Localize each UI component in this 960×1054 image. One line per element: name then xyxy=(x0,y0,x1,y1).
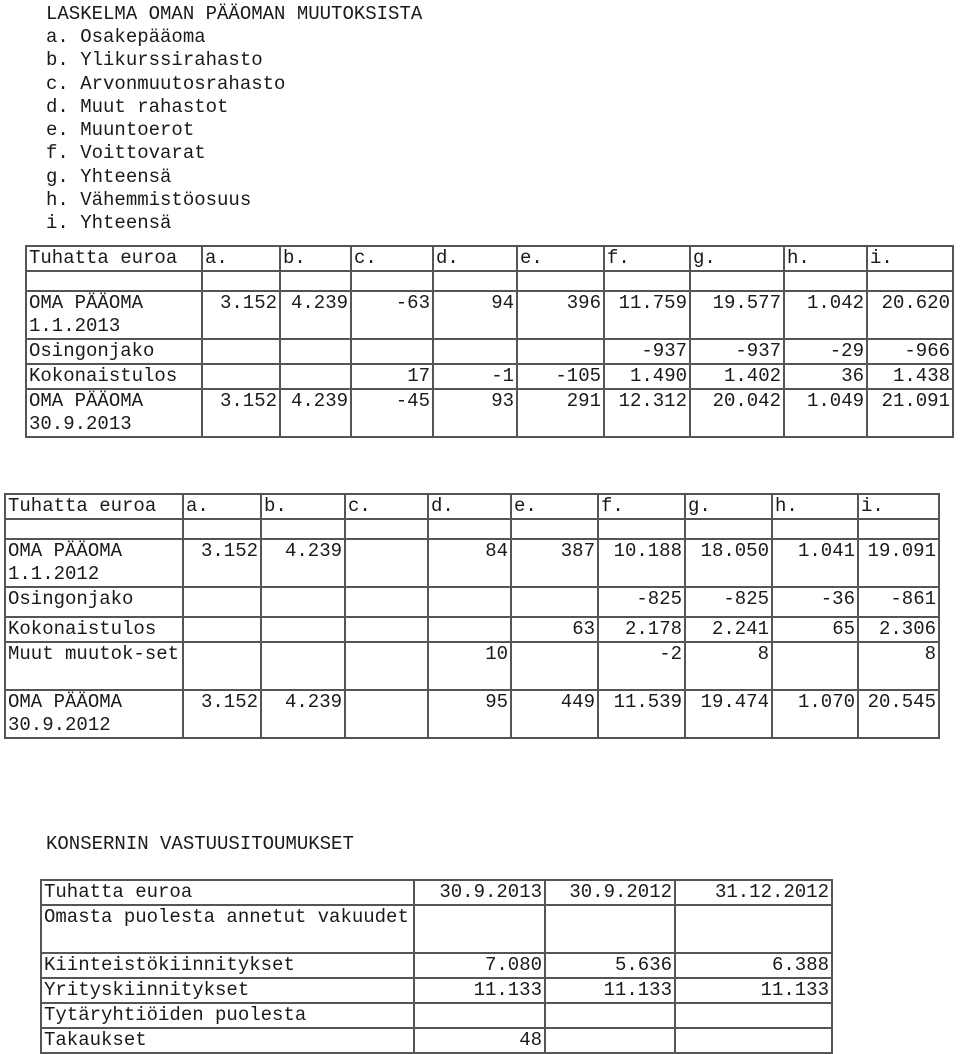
cell: 1.490 xyxy=(604,364,690,389)
cell: 18.050 xyxy=(685,539,772,587)
cell: 94 xyxy=(433,291,517,339)
header-cell: b. xyxy=(261,494,345,519)
header-cell: i. xyxy=(867,246,953,271)
row-label: Kokonaistulos xyxy=(5,617,183,642)
cell: 291 xyxy=(517,389,604,437)
section-title: KONSERNIN VASTUUSITOUMUKSET xyxy=(46,833,354,855)
cell xyxy=(183,617,261,642)
header-cell: e. xyxy=(517,246,604,271)
table-header-row xyxy=(26,246,953,271)
cell xyxy=(511,587,598,617)
row-label: Tytäryhtiöiden puolesta xyxy=(41,1003,414,1028)
cell xyxy=(433,339,517,364)
legend-item: g. Yhteensä xyxy=(46,165,172,188)
cell xyxy=(345,617,428,642)
cell xyxy=(261,617,345,642)
cell: -966 xyxy=(867,339,953,364)
cell: 10.188 xyxy=(598,539,685,587)
cell: 387 xyxy=(511,539,598,587)
cell: -2 xyxy=(598,642,685,690)
cell: 4.239 xyxy=(261,690,345,738)
cell: -861 xyxy=(858,587,939,617)
cell xyxy=(675,1003,832,1028)
cell xyxy=(261,587,345,617)
cell: 1.041 xyxy=(772,539,858,587)
table-row xyxy=(41,1028,832,1053)
table-row xyxy=(41,1003,832,1028)
cell: 6.388 xyxy=(675,953,832,978)
cell: 19.577 xyxy=(690,291,784,339)
row-label: OMA PÄÄOMA 30.9.2012 xyxy=(5,690,183,738)
spacer-row xyxy=(26,271,953,291)
row-label: Takaukset xyxy=(41,1028,414,1053)
legend-item: h. Vähemmistöosuus xyxy=(46,189,252,212)
cell xyxy=(280,364,351,389)
row-label: OMA PÄÄOMA 1.1.2013 xyxy=(26,291,202,339)
cell xyxy=(675,1028,832,1053)
table-row xyxy=(41,953,832,978)
cell xyxy=(545,905,675,953)
cell: 36 xyxy=(784,364,867,389)
cell xyxy=(414,1003,545,1028)
cell: 84 xyxy=(428,539,511,587)
cell: 20.042 xyxy=(690,389,784,437)
cell: 48 xyxy=(414,1028,545,1053)
header-cell: a. xyxy=(202,246,280,271)
cell xyxy=(511,642,598,690)
cell: 1.042 xyxy=(784,291,867,339)
table-row xyxy=(26,291,953,339)
cell: 12.312 xyxy=(604,389,690,437)
cell: 20.620 xyxy=(867,291,953,339)
cell: -937 xyxy=(690,339,784,364)
table-row xyxy=(41,978,832,1003)
cell: 2.306 xyxy=(858,617,939,642)
cell: 3.152 xyxy=(202,291,280,339)
row-label: OMA PÄÄOMA 30.9.2013 xyxy=(26,389,202,437)
cell: 7.080 xyxy=(414,953,545,978)
row-label: Yrityskiinnitykset xyxy=(41,978,414,1003)
cell xyxy=(545,1003,675,1028)
commitments-table xyxy=(40,879,833,1054)
table-row xyxy=(26,339,953,364)
legend-item: c. Arvonmuutosrahasto xyxy=(46,72,286,95)
cell xyxy=(675,905,832,953)
table-header-row xyxy=(5,494,939,519)
cell: -29 xyxy=(784,339,867,364)
cell: 4.239 xyxy=(261,539,345,587)
cell: 8 xyxy=(858,642,939,690)
header-cell: g. xyxy=(690,246,784,271)
table-row xyxy=(5,617,939,642)
header-cell: c. xyxy=(345,494,428,519)
table-row xyxy=(5,539,939,587)
cell: 19.091 xyxy=(858,539,939,587)
cell: -1 xyxy=(433,364,517,389)
cell xyxy=(428,587,511,617)
cell: -36 xyxy=(772,587,858,617)
table-header-row xyxy=(41,880,832,905)
cell: 1.049 xyxy=(784,389,867,437)
cell: -825 xyxy=(598,587,685,617)
header-cell: a. xyxy=(183,494,261,519)
cell: 95 xyxy=(428,690,511,738)
cell: 3.152 xyxy=(202,389,280,437)
cell xyxy=(772,642,858,690)
header-cell: Tuhatta euroa xyxy=(26,246,202,271)
cell: 11.759 xyxy=(604,291,690,339)
header-cell: 31.12.2012 xyxy=(675,880,832,905)
header-cell: g. xyxy=(685,494,772,519)
legend-item: e. Muuntoerot xyxy=(46,119,195,142)
header-cell: h. xyxy=(772,494,858,519)
legend-item: i. Yhteensä xyxy=(46,212,172,235)
table-row xyxy=(41,905,832,953)
cell: 11.133 xyxy=(545,978,675,1003)
header-cell: f. xyxy=(598,494,685,519)
cell: 1.070 xyxy=(772,690,858,738)
cell: 2.241 xyxy=(685,617,772,642)
cell xyxy=(345,690,428,738)
cell: 20.545 xyxy=(858,690,939,738)
cell xyxy=(345,539,428,587)
cell xyxy=(414,905,545,953)
header-cell: e. xyxy=(511,494,598,519)
header-cell: f. xyxy=(604,246,690,271)
cell: 11.133 xyxy=(675,978,832,1003)
cell: 63 xyxy=(511,617,598,642)
cell: -937 xyxy=(604,339,690,364)
header-cell: 30.9.2013 xyxy=(414,880,545,905)
cell: -45 xyxy=(351,389,433,437)
cell: 17 xyxy=(351,364,433,389)
cell: 11.539 xyxy=(598,690,685,738)
equity-table-2012 xyxy=(4,493,940,739)
column-legend xyxy=(46,26,285,236)
table-row xyxy=(5,642,939,690)
row-label: Omasta puolesta annetut vakuudet xyxy=(41,905,414,953)
cell xyxy=(280,339,351,364)
header-cell: 30.9.2012 xyxy=(545,880,675,905)
cell: -63 xyxy=(351,291,433,339)
row-label-text: Muut muutok-set xyxy=(8,643,180,665)
equity-table-2013 xyxy=(25,245,954,438)
header-cell: d. xyxy=(428,494,511,519)
cell: 21.091 xyxy=(867,389,953,437)
row-label: Osingonjako xyxy=(26,339,202,364)
header-cell: d. xyxy=(433,246,517,271)
cell: 8 xyxy=(685,642,772,690)
header-cell: Tuhatta euroa xyxy=(5,494,183,519)
cell xyxy=(428,617,511,642)
table-row xyxy=(5,690,939,738)
header-cell: h. xyxy=(784,246,867,271)
cell xyxy=(183,587,261,617)
row-label: Kokonaistulos xyxy=(26,364,202,389)
cell: 19.474 xyxy=(685,690,772,738)
cell: -105 xyxy=(517,364,604,389)
cell: 65 xyxy=(772,617,858,642)
row-label: Osingonjako xyxy=(5,587,183,617)
cell xyxy=(345,642,428,690)
legend-item: d. Muut rahastot xyxy=(46,95,229,118)
table-row xyxy=(5,587,939,617)
cell xyxy=(351,339,433,364)
cell xyxy=(517,339,604,364)
cell: 1.402 xyxy=(690,364,784,389)
header-cell: Tuhatta euroa xyxy=(41,880,414,905)
cell: 4.239 xyxy=(280,389,351,437)
cell: 449 xyxy=(511,690,598,738)
cell: 2.178 xyxy=(598,617,685,642)
row-label xyxy=(5,642,183,690)
cell xyxy=(261,642,345,690)
legend-item: f. Voittovarat xyxy=(46,142,206,165)
cell: -825 xyxy=(685,587,772,617)
header-cell: c. xyxy=(351,246,433,271)
header-cell: i. xyxy=(858,494,939,519)
spacer-row xyxy=(5,519,939,539)
cell: 10 xyxy=(428,642,511,690)
cell xyxy=(202,364,280,389)
page-title: LASKELMA OMAN PÄÄOMAN MUUTOKSISTA xyxy=(46,3,423,25)
legend-item: b. Ylikurssirahasto xyxy=(46,49,263,72)
cell: 4.239 xyxy=(280,291,351,339)
cell: 396 xyxy=(517,291,604,339)
cell: 93 xyxy=(433,389,517,437)
cell: 3.152 xyxy=(183,690,261,738)
row-label: OMA PÄÄOMA 1.1.2012 xyxy=(5,539,183,587)
row-label: Kiinteistökiinnitykset xyxy=(41,953,414,978)
header-cell: b. xyxy=(280,246,351,271)
cell xyxy=(545,1028,675,1053)
cell: 5.636 xyxy=(545,953,675,978)
cell xyxy=(202,339,280,364)
cell: 1.438 xyxy=(867,364,953,389)
table-row xyxy=(26,364,953,389)
cell xyxy=(345,587,428,617)
cell: 3.152 xyxy=(183,539,261,587)
cell: 11.133 xyxy=(414,978,545,1003)
table-row xyxy=(26,389,953,437)
cell xyxy=(183,642,261,690)
legend-item: a. Osakepääoma xyxy=(46,26,206,48)
